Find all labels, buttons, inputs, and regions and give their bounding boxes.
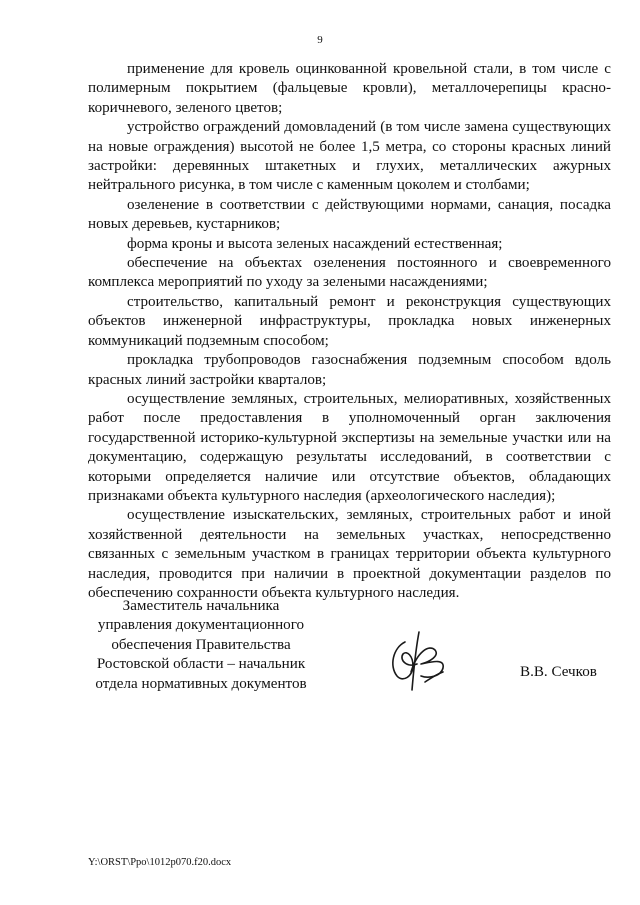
paragraph: прокладка трубопроводов газоснабжения подземным способом вдоль красных линий застройки кварталов;: [88, 352, 611, 388]
signer-position-line: Заместитель начальника: [122, 598, 280, 614]
paragraph: применение для кровель оцинкованной кровельной стали, в том числе с полимерным покрытием (фальцевые кровли), металлочерепицы красно-коричневого, зеленого цветов;: [88, 61, 611, 116]
signer-position-line: Ростовской области – начальник: [96, 656, 306, 673]
signer-position-line: обеспечения Правительства: [111, 636, 291, 653]
paragraph: строительство, капитальный ремонт и реконструкция существующих объектов инженерной инфраструктуры, прокладка новых инженерных коммуникаций подземным способом;: [88, 293, 611, 349]
document-body: [88, 60, 611, 603]
signer-position-line: отдела нормативных документов: [95, 675, 307, 692]
paragraph: форма кроны и высота зеленых насаждений естественная;: [127, 235, 503, 252]
signer-name: В.В. Сечков: [520, 664, 597, 680]
signer-position-line: управления документационного: [97, 617, 305, 634]
page-number: 9: [317, 34, 323, 46]
paragraph: осуществление изыскательских, земляных, строительных работ и иной хозяйственной деятельности на земельных участках, непосредственно связанных с земельным участком в границах территории объекта культурного наследия, проводится при наличии в проектной документации разделов по обеспечению сохранности объекта культурного наследия.: [88, 507, 611, 601]
handwritten-signature: [383, 624, 453, 694]
signer-position: [88, 597, 314, 694]
paragraph: устройство ограждений домовладений (в том числе замена существующих на новые ограждения) высотой не более 1,5 метра, со стороны красных линий застройки: деревянных штакетных и глухих, металлических ажурных нейтрального рисунка, в том числе с каменным цоколем и столбами;: [88, 119, 611, 194]
paragraph: озеленение в соответствии с действующими нормами, санация, посадка новых деревьев, кустарников;: [88, 196, 611, 233]
paragraph: осуществление земляных, строительных, мелиоративных, хозяйственных работ после предоставления в уполномоченный орган заключения государственной историко-культурной экспертизы на земельные участки или на документацию, содержащую результаты исследований, в соответствии с которыми определяется наличие или отсутствие объектов, обладающих признаками объекта культурного наследия (археологического наследия);: [88, 390, 611, 504]
file-path-footer: Y:\ORST\Ppo\1012p070.f20.docx: [88, 857, 232, 868]
paragraph: обеспечение на объектах озеленения постоянного и своевременного комплекса мероприятий по уходу за зелеными насаждениями;: [88, 255, 611, 291]
